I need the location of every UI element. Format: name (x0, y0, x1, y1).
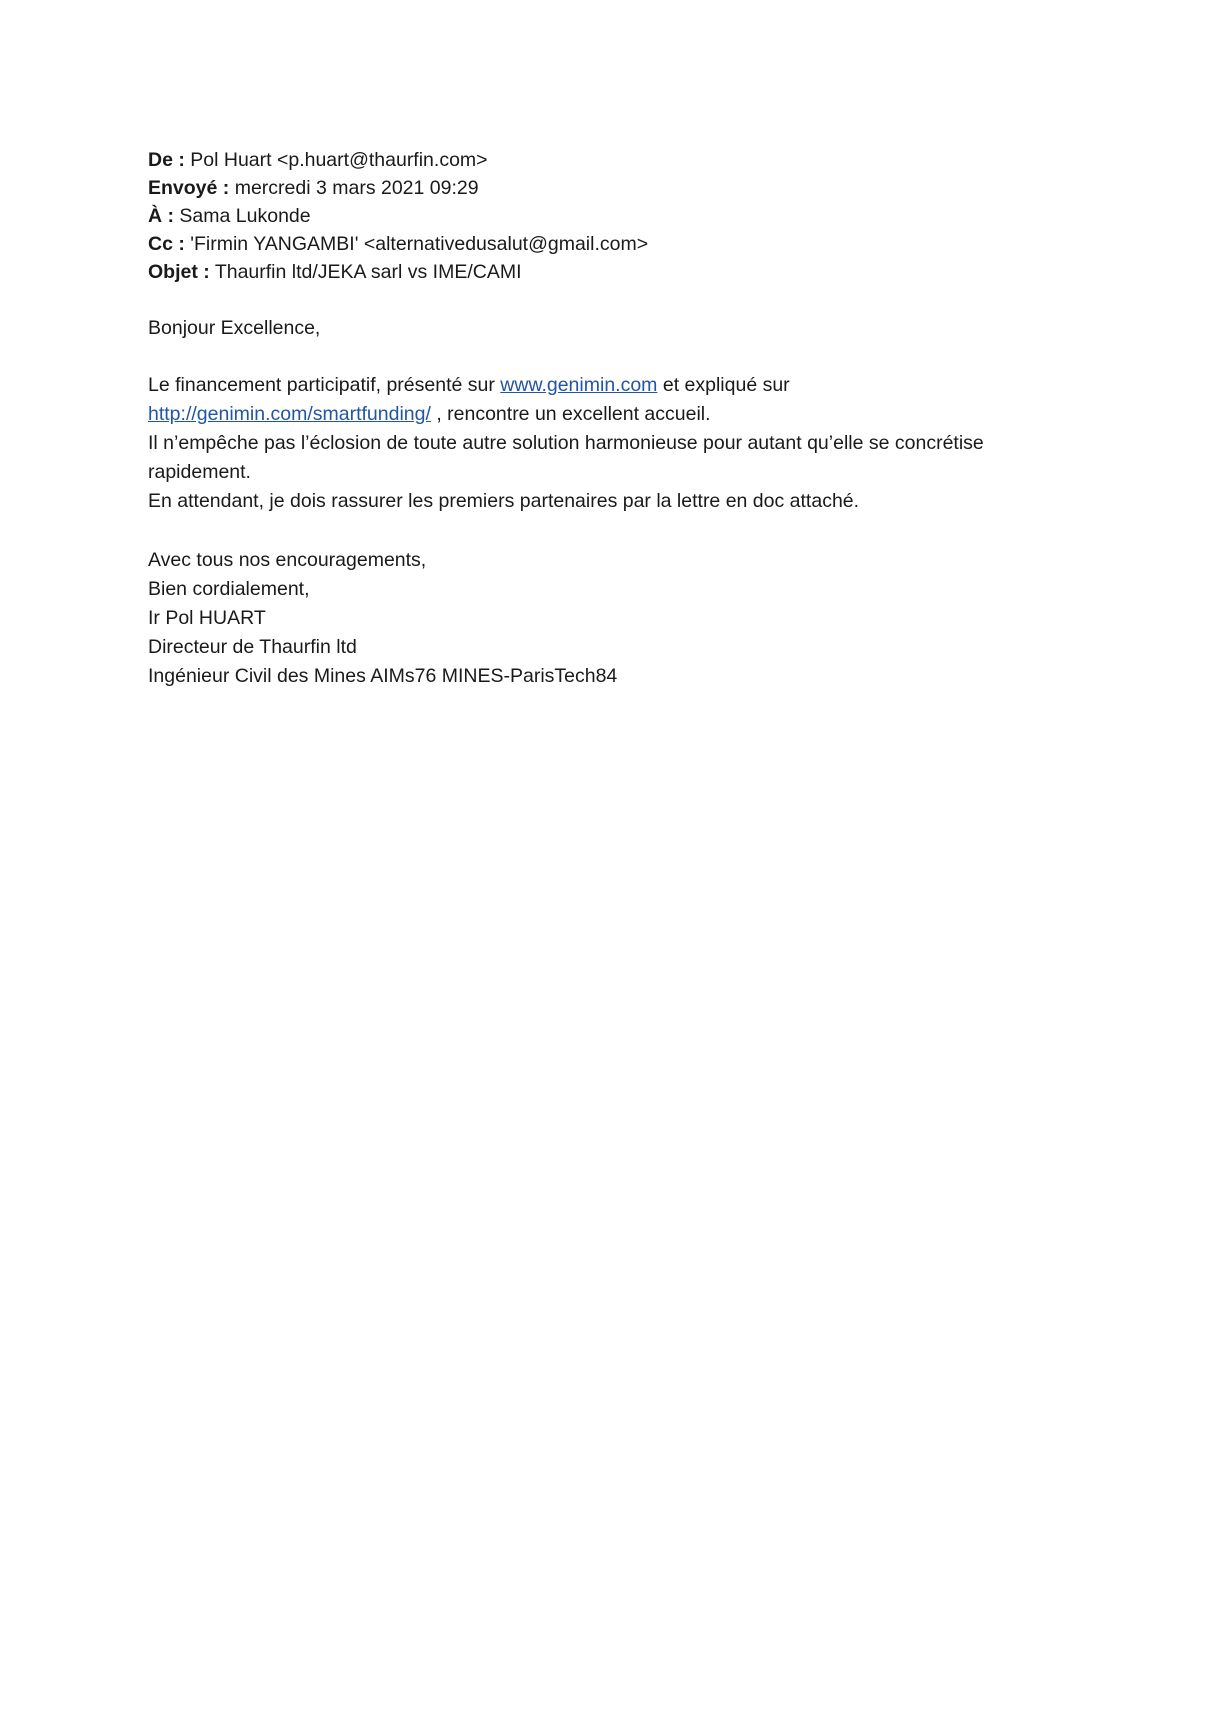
genimin-link[interactable]: www.genimin.com (500, 374, 658, 396)
closing-line-2: Bien cordialement, (148, 578, 310, 600)
spacer (148, 343, 1088, 371)
body-paragraph-2: Il n’empêche pas l’éclosion de toute autre solution harmonieuse pour autant qu’elle se concrétise rapidement. (148, 432, 984, 483)
from-value: Pol Huart <p.huart@thaurfin.com> (190, 149, 488, 171)
to-value: Sama Lukonde (179, 205, 311, 227)
to-label: À : (148, 205, 174, 227)
cc-value: 'Firmin YANGAMBI' <alternativedusalut@gmail.com> (190, 233, 649, 255)
from-label: De : (148, 149, 185, 171)
signature-name: Ir Pol HUART (148, 607, 266, 629)
from-line (148, 146, 1088, 174)
greeting: Bonjour Excellence, (148, 317, 321, 339)
email-printout (148, 146, 1088, 691)
sent-line (148, 174, 1088, 202)
cc-label: Cc : (148, 233, 185, 255)
subject-value: Thaurfin ltd/JEKA sarl vs IME/CAMI (214, 261, 522, 283)
body-paragraph-3: En attendant, je dois rassurer les premiers partenaires par la lettre en doc attaché. (148, 490, 860, 512)
subject-label: Objet : (148, 261, 210, 283)
body-text: , rencontre un excellent accueil. (436, 403, 711, 425)
spacer (148, 516, 1088, 546)
closing-line-1: Avec tous nos encouragements, (148, 549, 427, 571)
to-line (148, 202, 1088, 230)
cc-line (148, 230, 1088, 258)
sent-label: Envoyé : (148, 177, 230, 199)
smartfunding-link[interactable]: http://genimin.com/smartfunding/ (148, 403, 431, 425)
body-paragraph-1 (148, 371, 1088, 429)
body-text: et expliqué sur (662, 374, 790, 396)
signature-credentials: Ingénieur Civil des Mines AIMs76 MINES-ParisTech84 (148, 665, 618, 687)
sent-value: mercredi 3 mars 2021 09:29 (234, 177, 479, 199)
subject-line (148, 258, 1088, 286)
body-text: Le financement participatif, présenté sur (148, 374, 495, 396)
signature-title: Directeur de Thaurfin ltd (148, 636, 357, 658)
spacer (148, 286, 1088, 314)
